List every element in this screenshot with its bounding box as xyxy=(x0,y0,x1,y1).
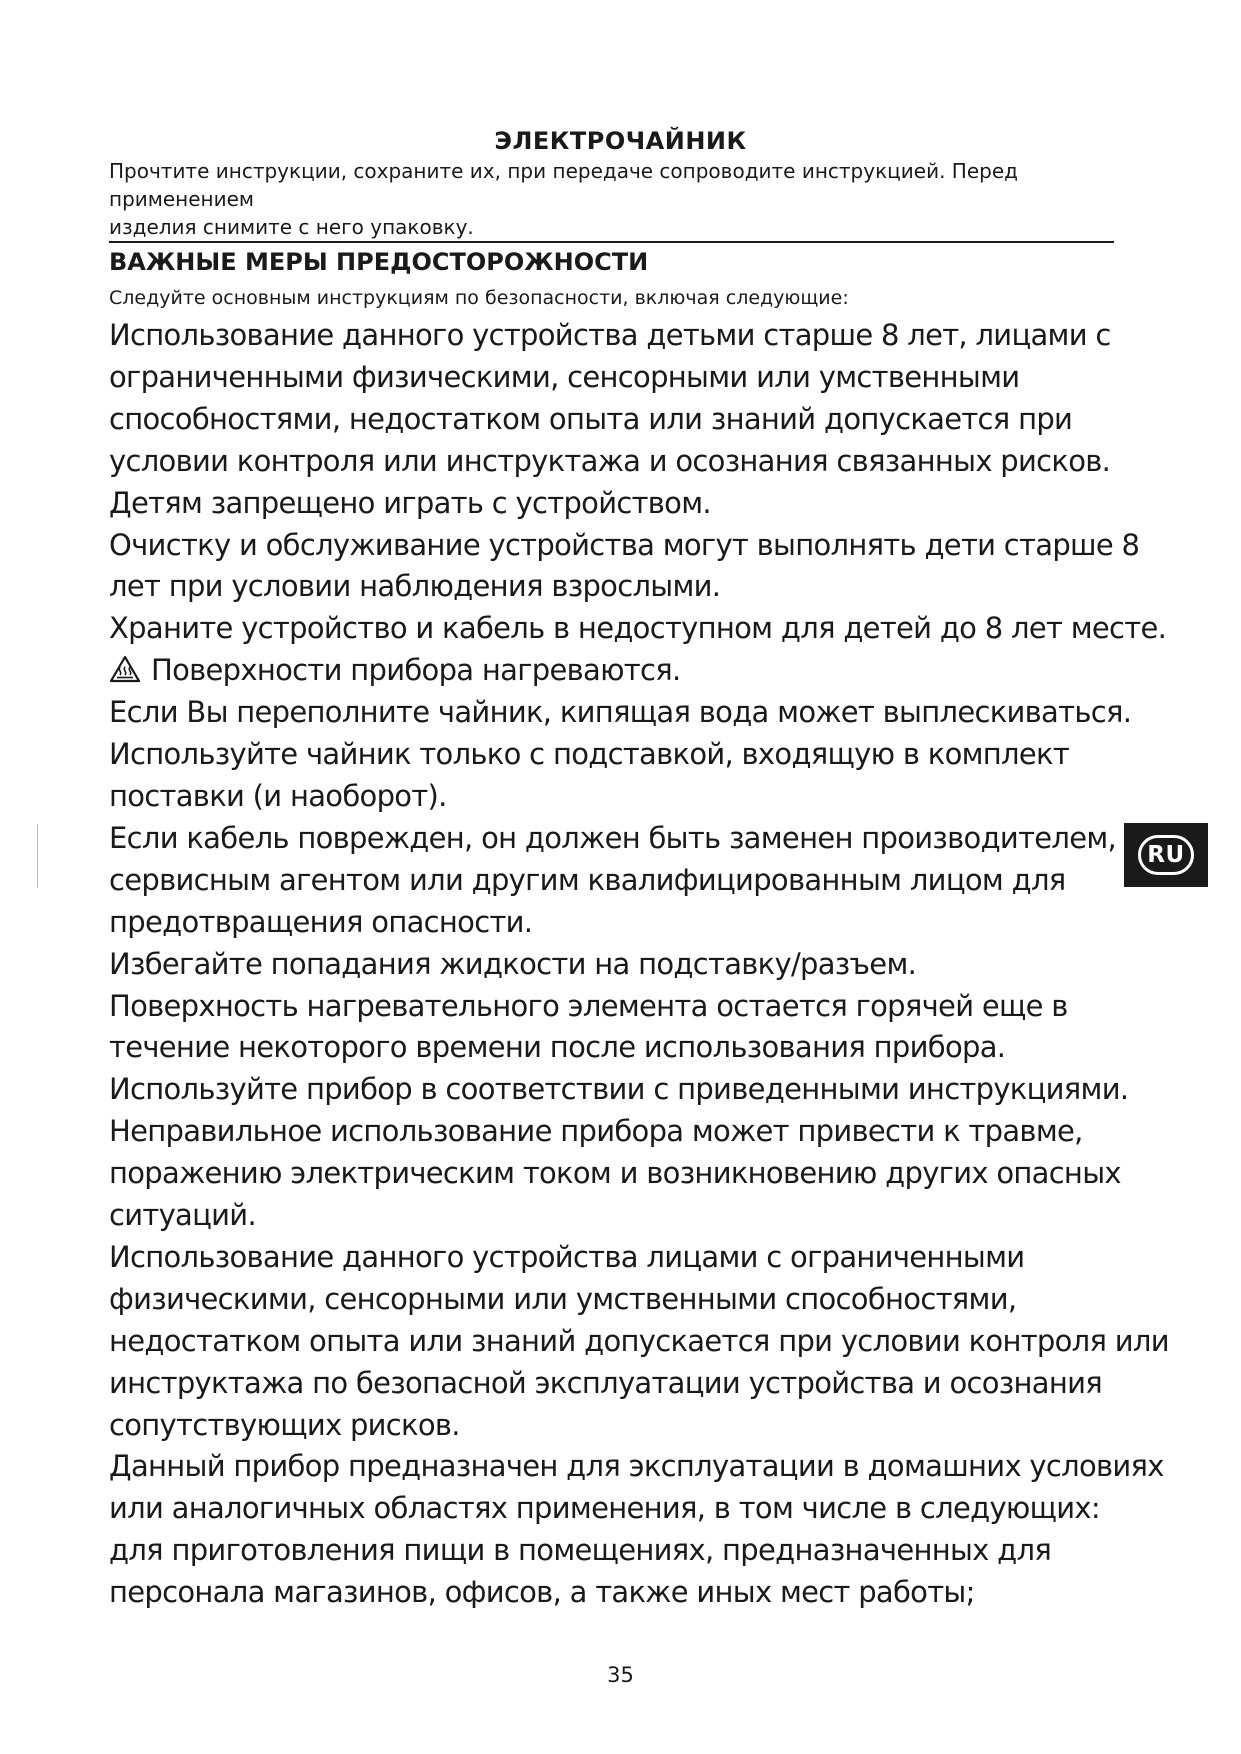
body-line: сервисным агентом или другим квалифицированным лицом для xyxy=(109,862,1066,897)
section-divider xyxy=(109,241,1114,243)
page-number: 35 xyxy=(607,1663,634,1687)
language-tab xyxy=(1124,823,1208,887)
warning-line xyxy=(109,650,1149,692)
section-heading: ВАЖНЫЕ МЕРЫ ПРЕДОСТОРОЖНОСТИ xyxy=(109,248,649,276)
body-line: Используйте прибор в соответствии с приведенными инструкциями. xyxy=(109,1072,1129,1107)
body-line: Поверхность нагревательного элемента остается горячей еще в xyxy=(109,988,1068,1023)
warning-text: Поверхности прибора нагреваются. xyxy=(151,653,681,688)
body-line: Использование данного устройства лицами с ограниченными xyxy=(109,1239,1025,1274)
intro-line: изделия снимите с него упаковку. xyxy=(109,215,474,239)
body-line: или аналогичных областях применения, в том числе в следующих: xyxy=(109,1491,1100,1526)
body-line: лет при условии наблюдения взрослыми. xyxy=(109,569,721,604)
body-line: поставки (и наоборот). xyxy=(109,778,447,813)
intro-text xyxy=(109,157,1119,241)
body-line: предотвращения опасности. xyxy=(109,904,533,939)
body-line: ситуаций. xyxy=(109,1198,256,1233)
body-line: Детям запрещено играть с устройством. xyxy=(109,485,711,520)
body-line: физическими, сенсорными или умственными способностями, xyxy=(109,1281,1017,1316)
margin-mark xyxy=(37,824,38,888)
body-line: Неправильное использование прибора может привести к травме, xyxy=(109,1114,1083,1149)
language-badge: RU xyxy=(1138,835,1194,875)
body-line: персонала магазинов, офисов, а также иных мест работы; xyxy=(109,1575,975,1610)
body-line: сопутствующих рисков. xyxy=(109,1407,460,1442)
body-line: Если Вы переполните чайник, кипящая вода может выплескиваться. xyxy=(109,695,1132,730)
section-intro: Следуйте основным инструкциям по безопасности, включая следующие: xyxy=(109,287,849,309)
body-line: ограниченными физическими, сенсорными или умственными xyxy=(109,359,1020,394)
body-line: Использование данного устройства детьми старше 8 лет, лицами с xyxy=(109,318,1111,352)
body-line: способностями, недостатком опыта или знаний допускается при xyxy=(109,401,1073,436)
body-line: Храните устройство и кабель в недоступном для детей до 8 лет месте. xyxy=(109,611,1167,646)
body-line: для приготовления пищи в помещениях, предназначенных для xyxy=(109,1533,1052,1568)
body-line: Избегайте попадания жидкости на подставку/разъем. xyxy=(109,946,917,981)
intro-line: Прочтите инструкции, сохраните их, при передаче сопроводите инструкцией. Перед применением xyxy=(109,159,1018,211)
document-title: ЭЛЕКТРОЧАЙНИК xyxy=(494,127,747,155)
body-line: Очистку и обслуживание устройства могут выполнять дети старше 8 xyxy=(109,527,1140,562)
body-line: недостатком опыта или знаний допускается при условии контроля или xyxy=(109,1323,1169,1358)
body-line: Используйте чайник только с подставкой, входящую в комплект xyxy=(109,737,1070,772)
hot-surface-warning-icon xyxy=(109,655,141,683)
body-line: инструктажа по безопасной эксплуатации устройства и осознания xyxy=(109,1365,1103,1400)
body-line: поражению электрическим током и возникновению других опасных xyxy=(109,1156,1121,1191)
body-line: течение некоторого времени после использования прибора. xyxy=(109,1030,1006,1065)
body-line: Если кабель поврежден, он должен быть заменен производителем, xyxy=(109,820,1117,855)
body-line: Данный прибор предназначен для эксплуатации в домашних условиях xyxy=(109,1449,1164,1484)
body-line: условии контроля или инструктажа и осознания связанных рисков. xyxy=(109,443,1111,478)
